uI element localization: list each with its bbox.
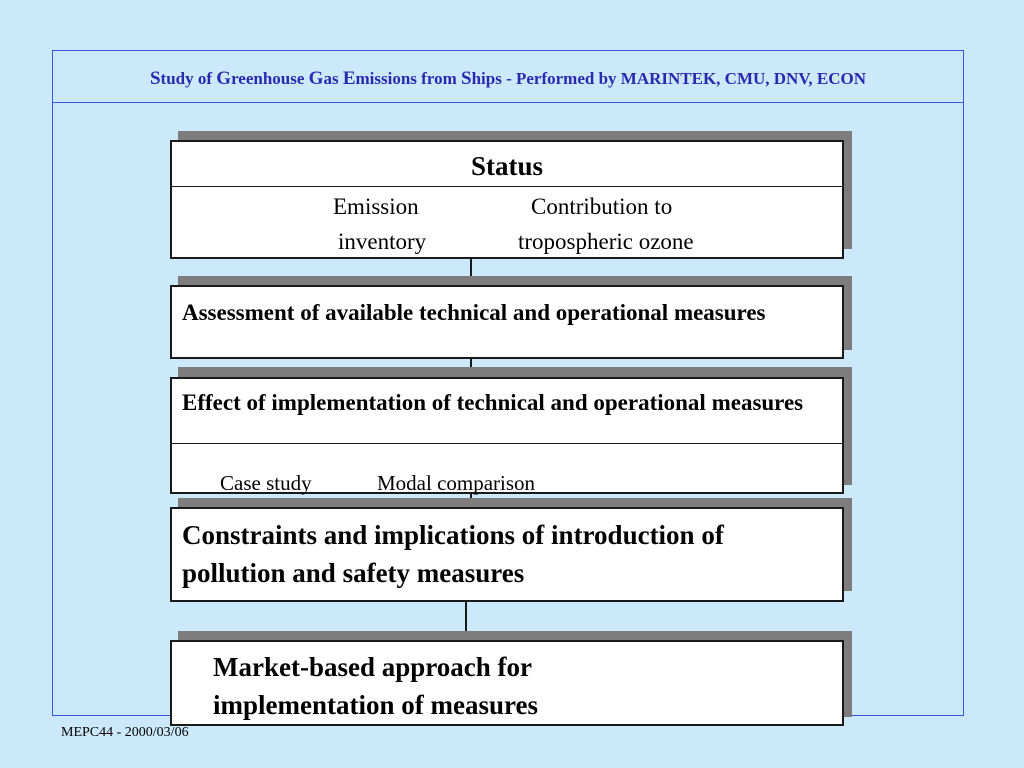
effect-box-divider <box>172 443 842 444</box>
effect-box <box>170 377 844 494</box>
title-part-3: reenhouse <box>231 69 309 88</box>
slide-title <box>52 68 964 90</box>
status-box <box>170 140 844 259</box>
title-part-7: missions from <box>355 69 461 88</box>
constraints-box <box>170 507 844 602</box>
title-part-9: hips - Performed by MARINTEK, CMU, DNV, ECON <box>471 69 867 88</box>
effect-box-text: Effect of implementation of technical and operational measures <box>182 390 804 415</box>
market-box <box>170 640 844 726</box>
status-emission-line1: Emission <box>333 194 419 219</box>
status-contribution-line2: tropospheric ozone <box>518 229 694 254</box>
status-contribution-line1: Contribution to <box>531 194 673 219</box>
title-divider <box>52 102 964 103</box>
title-part-0: S <box>149 68 161 89</box>
title-part-6: E <box>342 68 356 89</box>
assessment-box <box>170 285 844 359</box>
title-part-4: G <box>308 68 324 89</box>
constraints-box-text: Constraints and implications of introduction of pollution and safety measures <box>182 520 724 588</box>
title-part-1: tudy of <box>160 69 217 88</box>
effect-case-study: Case study <box>220 471 312 495</box>
effect-modal-comparison: Modal comparison <box>377 471 536 495</box>
status-box-title: Status <box>172 142 842 187</box>
assessment-box-text: Assessment of available technical and operational measures <box>182 300 766 325</box>
status-emission-line2: inventory <box>338 229 427 254</box>
title-part-5: as <box>323 69 343 88</box>
title-part-2: G <box>216 68 232 89</box>
footer-label: MEPC44 - 2000/03/06 <box>61 725 189 740</box>
market-box-text: Market-based approach for implementation of measures <box>213 652 538 720</box>
title-part-8: S <box>461 68 472 89</box>
